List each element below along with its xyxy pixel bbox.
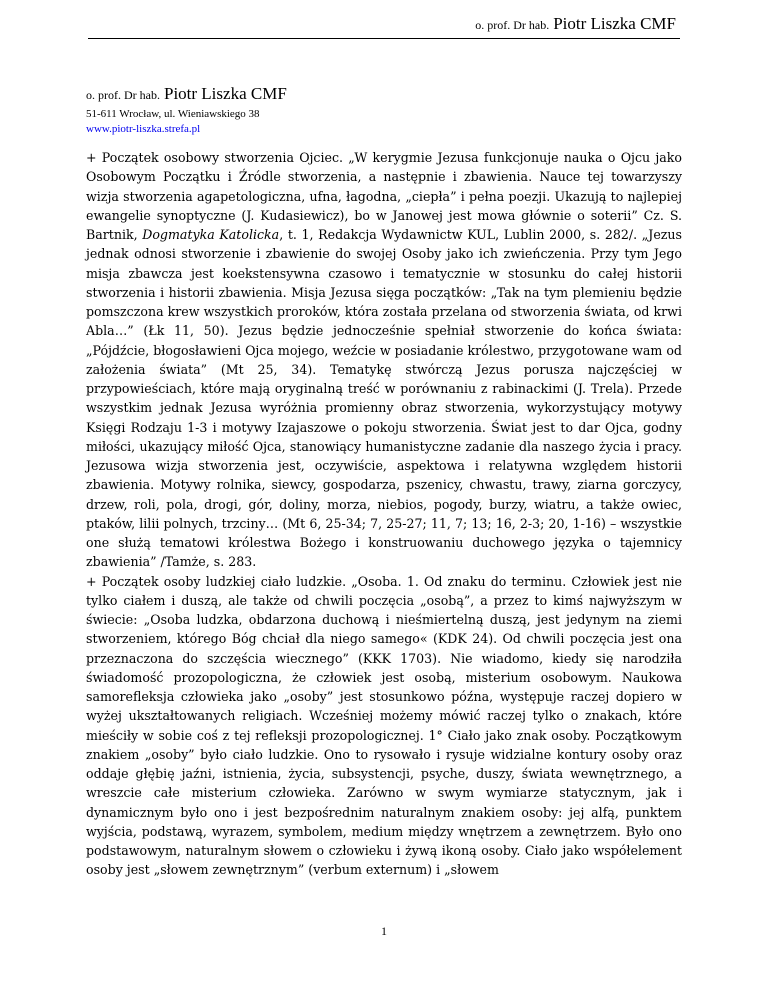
author-address: 51-611 Wrocław, ul. Wieniawskiego 38 — [86, 108, 260, 120]
paragraph-creation-part1: + Początek osobowy stworzenia Ojciec. „W kerygmie Jezusa funkcjonuje nauka o Ojcu jako Osobowym Początku i Źródle stworzenia, a następnie i zbawienia. Nauce tej towarzyszy wizja stworzenia agapetologiczna, ufna, łagodna, „ciepła” i pełna poezji. Ukazują to najlepiej ewangelie synoptyczne (J. Kudasiewicz), bo w Janowej jest mowa głównie o soterii” Cz. S. Bartnik, — [86, 150, 682, 242]
author-block — [86, 84, 287, 136]
header-rule — [88, 38, 680, 39]
page-number: 1 — [381, 924, 387, 938]
author-prefix: o. prof. Dr hab. — [86, 88, 160, 102]
author-website-link[interactable]: www.piotr-liszka.strefa.pl — [86, 123, 201, 135]
header-author-name: Piotr Liszka CMF — [553, 14, 676, 33]
paragraph-creation — [86, 148, 682, 572]
paragraph-person: + Początek osoby ludzkiej ciało ludzkie. „Osoba. 1. Od znaku do terminu. Człowiek jest nie tylko ciałem i duszą, ale także od chwili poczęcia „osobą”, a przez to kimś najwyższym w świecie: „Osoba ludzka, obdarzona duchową i nieśmiertelną duszą, jest jedynym na ziemi stworzeniem, którego Bóg chciał dla niego samego« (KDK 24). Od chwili poczęcia jest ona przeznaczona do szczęścia wiecznego” (KKK 1703). Nie wiadomo, kiedy się narodziła świadomość prozopologiczna, że człowiek jest osobą, misterium osobowym. Naukowa samorefleksja człowieka jako „osoby” jest stosunkowo późna, występuje raczej dopiero w wyżej ukształtowanych religiach. Wcześniej możemy mówić raczej tylko o znakach, które mieściły w sobie coś z tej refleksji prozopologicznej. 1° Ciało jako znak osoby. Początkowym znakiem „osoby” było ciało ludzkie. Ono to rysowało i rysuje widzialne kontury osoby oraz oddaje głębię jaźni, istnienia, życia, subsystencji, psyche, duszy, świata wewnętrznego, a wreszcie całe misterium człowieka. Zarówno w swym wymiarze statycznym, jak i dynamicznym było ono i jest bezpośrednim naturalnym znakiem osoby: jej alfą, punktem wyjścia, podstawą, wyrazem, symbolem, medium między wnętrzem a zewnętrzem. Było ono podstawowym, naturalnym słowem o człowieku i żywą ikoną osoby. Ciało jako współelement osoby jest „słowem zewnętrznym” (verbum externum) i „słowem — [86, 573, 682, 878]
running-header — [475, 14, 676, 34]
author-line — [86, 84, 287, 105]
paragraph-creation-part2: , t. 1, Redakcja Wydawnictw KUL, Lublin 2000, s. 282/. „Jezus jednak odnosi stworzenie i zbawienie do swojej Osoby jako ich zwieńczenia. Przy tym Jego misja zbawcza jest koekstensywna czasowo i tematycznie w stosunku do całej historii stworzenia i historii zbawienia. Misja Jezusa sięga początków: „Tak na tym plemieniu będzie pomszczona krew wszystkich proroków, która została przelana od stworzenia świata, od krwi Abla…” (Łk 11, 50). Jezus będzie jednocześnie spełniał stworzenie do końca świata: „Pójdźcie, błogosławieni Ojca mojego, weźcie w posiadanie królestwo, przygotowane wam od założenia świata” (Mt 25, 34). Tematykę stwórczą Jezus porusza najczęściej w przypowieściach, które mają oryginalną treść w porównaniu z rabinackimi (J. Trela). Przede wszystkim jednak Jezusa wyróżnia promienny obraz stworzenia, wykorzystujący motywy Księgi Rodzaju 1-3 i motywy Izajaszowe o pokoju stworzenia. Świat jest to dar Ojca, godny miłości, ukazujący miłość Ojca, stanowiący humanistyczne zadanie dla naszego życia i pracy. Jezusowa wizja stworzenia jest, oczywiście, aspektowa i relatywna względem historii zbawienia. Motywy rolnika, siewcy, gospodarza, pszenicy, chwastu, trawy, ziarna gorczycy, drzew, roli, pola, drogi, gór, doliny, morza, niebios, pogody, burzy, wiatru, a także owiec, ptaków, lilii polnych, trzciny… (Mt 6, 25-34; 7, 25-27; 11, 7; 13; 16, 2-3; 20, 1-16) – wszystkie one służą tematowi królestwa Bożego i konstruowaniu duchowego języka o tajemnicy zbawienia” /Tamże, s. 283. — [86, 227, 683, 570]
book-title: Dogmatyka Katolicka — [142, 227, 280, 242]
document-body — [86, 148, 682, 880]
author-name: Piotr Liszka CMF — [163, 84, 287, 103]
header-prefix: o. prof. Dr hab. — [475, 18, 550, 32]
